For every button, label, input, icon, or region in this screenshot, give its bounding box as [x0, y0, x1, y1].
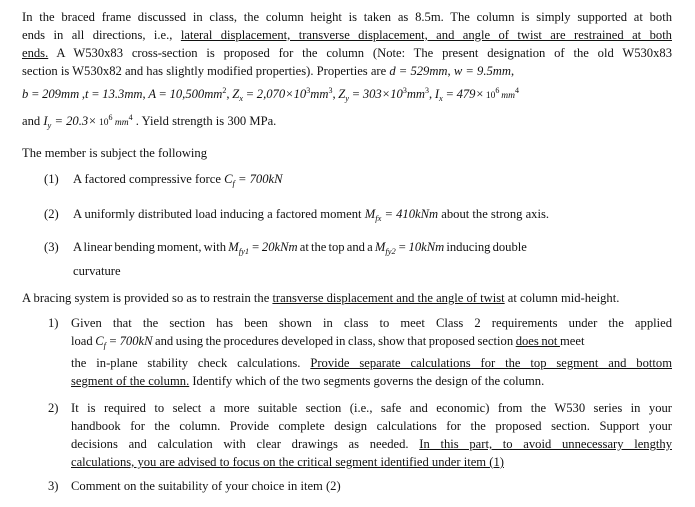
item-3-number: (3)	[44, 240, 59, 254]
question-3-line-1: Comment on the suitability of your choice in item (2)	[71, 479, 341, 493]
question-1-line-1: Given that the section has been shown in class to meet Class 2 requirements under the applied	[71, 316, 672, 330]
intro-line-3: ends. A W530x83 cross-section is proposed for the column (Note: The present designation of the old W530x83	[22, 46, 672, 60]
intro-line-2: ends in all directions, i.e., lateral displacement, transverse displacement, and angle of twist are restrained at both	[22, 28, 672, 42]
item-3-text-line-1: A linear bending moment, with $M_{fy1} = 20kNm$ at the top and a $M_{fy2} = 10kNm$ inducing double	[73, 240, 527, 256]
question-2-line-4: calculations, you are advised to focus on the critical segment identified under item (1)	[71, 455, 504, 469]
intro-line-4: section is W530x82 and has slightly modified properties). Properties are d = 529mm, w = 9.5mm,	[22, 64, 515, 78]
item-2-text: A uniformly distributed load inducing a factored moment $M_{fx} = 410kNm$ about the strong axis.	[73, 207, 550, 223]
item-3-text-line-2: curvature	[73, 264, 121, 278]
item-1-number: (1)	[44, 172, 59, 186]
question-1-number: 1)	[48, 316, 59, 330]
question-3-number: 3)	[48, 479, 59, 493]
item-1-text: A factored compressive force $C_f = 700kN$	[73, 172, 283, 188]
question-2-line-3: decisions and calculation with clear drawings as needed. In this part, to avoid unnecessary lengthy	[71, 437, 672, 451]
question-1-line-2: load $C_f = 700kN$ and using the procedures developed in class, show that proposed section does not meet	[71, 334, 585, 350]
intro-line-5: b = 209mm ,t = 13.3mm, $A = 10,500mm^2$, $Z_x = 2,070\times 10^3mm^3$, $Z_y = 303\times 10^3mm^3$, $I_x = 479\times 10^6$ $mm^4$	[22, 86, 519, 103]
subject-heading: The member is subject the following	[22, 146, 208, 160]
question-2-line-2: handbook for the column. Provide complete design calculations for the proposed section. Support your	[71, 419, 672, 433]
intro-line-1: In the braced frame discussed in class, the column height is taken as 8.5m. The column is simply supported at both	[22, 10, 672, 24]
question-2-number: 2)	[48, 401, 59, 415]
item-2-number: (2)	[44, 207, 59, 221]
bracing-sentence: A bracing system is provided so as to restrain the transverse displacement and the angle of twist at column mid-height.	[22, 291, 620, 305]
intro-line-6: and $I_y = 20.3\times 10^6$ $mm^4$ . Yield strength is 300 MPa.	[22, 113, 277, 130]
question-2-line-1: It is required to select a more suitable section (i.e., safe and economic) from the W530 series in your	[71, 401, 672, 415]
question-1-line-3: the in-plane stability check calculations. Provide separate calculations for the top segment and bottom	[71, 356, 672, 370]
question-1-line-4: segment of the column. Identify which of the two segments governs the design of the column.	[71, 374, 545, 388]
